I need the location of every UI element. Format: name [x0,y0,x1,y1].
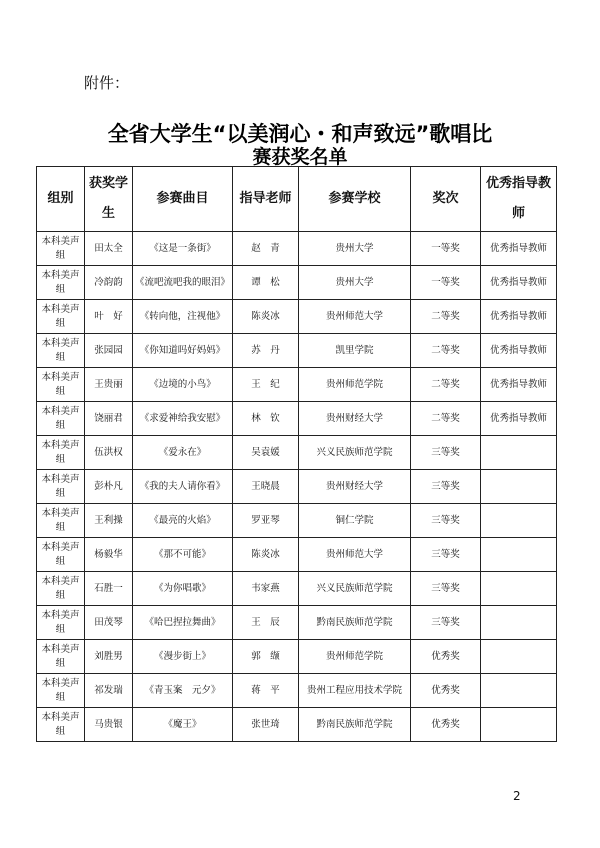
cell-teacher: 王 辰 [233,606,299,640]
cell-school: 贵州财经大学 [299,470,411,504]
cell-award: 一等奖 [411,266,481,300]
cell-teacher: 王 纪 [233,368,299,402]
table-row [37,402,557,436]
cell-student: 王利操 [85,504,133,538]
cell-song: 《爱永在》 [133,436,233,470]
cell-group: 本科美声组 [37,538,85,572]
cell-award: 优秀奖 [411,640,481,674]
cell-excellent-teacher: 优秀指导教师 [481,334,557,368]
cell-song: 《这是一条街》 [133,232,233,266]
cell-excellent-teacher: 优秀指导教师 [481,266,557,300]
table-row [37,470,557,504]
cell-excellent-teacher [481,436,557,470]
cell-student: 刘胜男 [85,640,133,674]
cell-award: 优秀奖 [411,708,481,742]
table-header-row [37,167,557,232]
cell-group: 本科美声组 [37,470,85,504]
cell-group: 本科美声组 [37,232,85,266]
cell-song: 《魔王》 [133,708,233,742]
cell-excellent-teacher [481,674,557,708]
cell-student: 祁发瑞 [85,674,133,708]
cell-group: 本科美声组 [37,300,85,334]
cell-award: 二等奖 [411,368,481,402]
cell-student: 叶 好 [85,300,133,334]
table-row [37,538,557,572]
cell-school: 贵州师范大学 [299,300,411,334]
table-row [37,606,557,640]
table-row [37,334,557,368]
table-row [37,640,557,674]
cell-teacher: 罗亚琴 [233,504,299,538]
cell-school: 贵州师范学院 [299,640,411,674]
document-title: 全省大学生“以美润心・和声致远”歌唱比 [107,122,493,146]
cell-teacher: 郭 缬 [233,640,299,674]
cell-song: 《最亮的火焰》 [133,504,233,538]
cell-school: 贵州工程应用技术学院 [299,674,411,708]
cell-teacher: 张世琦 [233,708,299,742]
cell-award: 三等奖 [411,606,481,640]
cell-award: 二等奖 [411,300,481,334]
cell-excellent-teacher [481,640,557,674]
cell-teacher: 谭 松 [233,266,299,300]
table-row [37,708,557,742]
cell-school: 贵州大学 [299,232,411,266]
cell-student: 田太全 [85,232,133,266]
cell-award: 一等奖 [411,232,481,266]
cell-group: 本科美声组 [37,504,85,538]
table-row [37,266,557,300]
cell-teacher: 陈炎冰 [233,538,299,572]
cell-excellent-teacher: 优秀指导教师 [481,232,557,266]
table-row [37,674,557,708]
cell-group: 本科美声组 [37,402,85,436]
cell-group: 本科美声组 [37,436,85,470]
cell-song: 《青玉案 元夕》 [133,674,233,708]
header-teacher: 指导老师 [233,167,299,232]
header-song: 参赛曲目 [133,167,233,232]
cell-award: 二等奖 [411,402,481,436]
cell-teacher: 王晓晨 [233,470,299,504]
cell-group: 本科美声组 [37,674,85,708]
cell-teacher: 吴袁媛 [233,436,299,470]
table-row [37,368,557,402]
cell-group: 本科美声组 [37,266,85,300]
cell-award: 三等奖 [411,572,481,606]
cell-excellent-teacher: 优秀指导教师 [481,300,557,334]
cell-teacher: 林 钦 [233,402,299,436]
cell-excellent-teacher [481,572,557,606]
cell-group: 本科美声组 [37,640,85,674]
cell-excellent-teacher [481,708,557,742]
header-award: 奖次 [411,167,481,232]
table-row [37,504,557,538]
cell-student: 田茂琴 [85,606,133,640]
cell-song: 《我的夫人请你看》 [133,470,233,504]
cell-award: 三等奖 [411,470,481,504]
cell-song: 《转向他，注视他》 [133,300,233,334]
cell-student: 冷韵韵 [85,266,133,300]
header-school: 参赛学校 [299,167,411,232]
cell-song: 《求爱神给我安慰》 [133,402,233,436]
cell-student: 饶丽君 [85,402,133,436]
cell-school: 黔南民族师范学院 [299,708,411,742]
header-excellent-teacher: 优秀指导教师 [481,167,557,232]
cell-student: 张园园 [85,334,133,368]
cell-student: 石胜一 [85,572,133,606]
table-row [37,436,557,470]
cell-student: 马贵银 [85,708,133,742]
cell-excellent-teacher [481,606,557,640]
header-group: 组别 [37,167,85,232]
cell-song: 《边境的小鸟》 [133,368,233,402]
cell-school: 兴义民族师范学院 [299,436,411,470]
cell-award: 二等奖 [411,334,481,368]
cell-excellent-teacher: 优秀指导教师 [481,402,557,436]
cell-teacher: 蒋 平 [233,674,299,708]
cell-school: 兴义民族师范学院 [299,572,411,606]
cell-teacher: 韦家燕 [233,572,299,606]
page-number: 2 [513,789,521,803]
cell-excellent-teacher [481,470,557,504]
cell-song: 《你知道吗好妈妈》 [133,334,233,368]
cell-student: 伍洪权 [85,436,133,470]
award-table [36,166,557,742]
cell-school: 贵州师范大学 [299,538,411,572]
cell-award: 三等奖 [411,504,481,538]
cell-song: 《漫步街上》 [133,640,233,674]
cell-student: 彭朴凡 [85,470,133,504]
header-student: 获奖学生 [85,167,133,232]
table-row [37,300,557,334]
cell-award: 三等奖 [411,538,481,572]
cell-school: 凯里学院 [299,334,411,368]
cell-teacher: 赵 青 [233,232,299,266]
cell-group: 本科美声组 [37,334,85,368]
cell-school: 铜仁学院 [299,504,411,538]
cell-school: 贵州师范学院 [299,368,411,402]
table-row [37,232,557,266]
cell-school: 贵州财经大学 [299,402,411,436]
cell-group: 本科美声组 [37,708,85,742]
cell-award: 三等奖 [411,436,481,470]
cell-group: 本科美声组 [37,572,85,606]
cell-group: 本科美声组 [37,606,85,640]
cell-teacher: 陈炎冰 [233,300,299,334]
cell-excellent-teacher [481,538,557,572]
cell-school: 黔南民族师范学院 [299,606,411,640]
cell-group: 本科美声组 [37,368,85,402]
cell-excellent-teacher [481,504,557,538]
cell-student: 王贵丽 [85,368,133,402]
document-title-continued: 赛获奖名单 [252,146,348,168]
cell-song: 《为你唱歌》 [133,572,233,606]
cell-song: 《流吧流吧我的眼泪》 [133,266,233,300]
cell-award: 优秀奖 [411,674,481,708]
cell-song: 《那不可能》 [133,538,233,572]
cell-song: 《哈巴捏拉舞曲》 [133,606,233,640]
cell-excellent-teacher: 优秀指导教师 [481,368,557,402]
table-row [37,572,557,606]
cell-teacher: 苏 丹 [233,334,299,368]
attachment-label: 附件： [84,74,130,92]
cell-student: 杨毅华 [85,538,133,572]
cell-school: 贵州大学 [299,266,411,300]
